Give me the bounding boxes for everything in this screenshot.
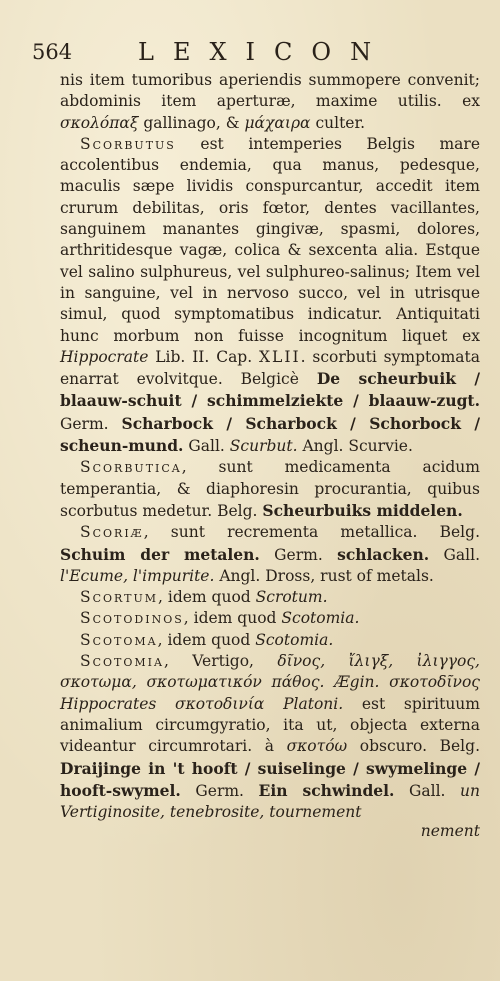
lemma-scoriae: Scoriæ: [80, 523, 144, 542]
lemma-scortum: Scortum: [80, 588, 159, 607]
entry-scotoma: Scotoma, idem quod Scotomia.: [80, 630, 334, 649]
cross-reference: Scrotum.: [255, 588, 328, 607]
dutch-terms: Schuim der metalen.: [60, 544, 260, 564]
entry-scortum: Scortum, idem quod Scrotum.: [80, 588, 328, 607]
german-terms: schlacken.: [337, 544, 430, 564]
running-title: LEXICON: [138, 38, 391, 66]
entry-scotomia: Scotomia, Vertigo, δῖνος, ἴλιγξ, ἰλιγγος, σκοτωμα, σκοτωματικόν πάθος. Ægin. σκοτοδῖνος Hippocrates σκοτοδινία Platoni. est spirituum animalium circumgyratio, ita ut, objecta externa videantur circumrotari. à σκοτόω obscuro. Belg. Draijinge in 't hooft / suiselinge / swymelinge / hooft-swymel. Germ. Ein schwindel. Gall. un Vertiginosite, tenebrosite, tournement: [60, 652, 480, 822]
page-number: 564: [32, 40, 73, 64]
german-terms: Scharbock / Scharbock / Schorbock / scheun-mund.: [60, 413, 480, 456]
entry-scotodinos: Scotodinos, idem quod Scotomia.: [80, 609, 360, 628]
lemma-scorbutus: Scorbutus: [80, 134, 176, 153]
german-terms: Ein schwindel.: [258, 780, 395, 800]
lemma-scorbutica: Scorbutica: [80, 458, 182, 477]
lemma-scotoma: Scotoma: [80, 630, 158, 649]
entry-scorbutica: Scorbutica, sunt medicamenta acidum temperantia, & diaphoresin procurantia, quibus scorbutus medetur. Belg. Scheurbuiks middelen.: [60, 458, 480, 520]
lemma-scotomia: Scotomia: [80, 652, 164, 671]
entry-scorbutus: Scorbutus est intemperies Belgis mare accolentibus endemia, qua manus, pedesque, maculis sæpe lividis conspurcantur, accedit item crurum debilitas, oris fœtor, dentes vacillantes, sanguinem manantes gingivæ, spasmi, dolores, arthritidesque vagæ, colica & sexcenta alia. Estque vel salino sulphureus, vel sulphureo-salinus; Item vel in sanguine, vel in nervoso succo, vel in utrisque simul, quod symptomatibus indicatur. Antiquitati hunc morbum non fuisse incognitum liquet ex Hippocrate Lib. II. Cap. XLII. scorbuti symptomata enarrat evolvitque. Belgicè De scheurbuik / blaauw-schuit / schimmelziekte / blaauw-zugt. Germ. Scharbock / Scharbock / Schorbock / scheun-mund. Gall. Scurbut. Angl. Scurvie.: [60, 134, 480, 456]
catchword: nement: [420, 822, 480, 841]
french-term: l'Ecume, l'impurite.: [60, 566, 215, 585]
entry-scoriae: Scoriæ, sunt recrementa metallica. Belg. Schuim der metalen. Germ. schlacken. Gall. l'Ecume, l'impurite. Angl. Dross, rust of metals.: [60, 523, 480, 585]
dictionary-body: [60, 70, 480, 843]
greek-terms: δῖνος, ἴλιγξ, ἰλιγγος, σκοτωμα, σκοτωματικόν πάθος.: [60, 652, 480, 692]
dutch-terms: Scheurbuiks middelen.: [262, 500, 463, 520]
cross-reference: Scotomia.: [281, 609, 360, 628]
french-term: Scurbut.: [229, 437, 298, 456]
ref-hippocrate: Hippocrate: [60, 347, 149, 366]
lemma-scotodinos: Scotodinos: [80, 609, 184, 628]
entry-continuation: nis item tumoribus aperiendis summopere convenit; abdominis item aperturæ, maxime utilis. ex σκολόπαξ gallinago, & μάχαιρα culter.: [60, 71, 480, 132]
french-term: un Vertiginosite, tenebrosite, tournement: [60, 781, 480, 822]
dutch-terms: Draijinge in 't hooft / suiselinge / swymelinge / hooft-swymel.: [60, 758, 480, 800]
cross-reference: Scotomia.: [255, 630, 334, 649]
dutch-terms: De scheurbuik / blaauw-schuit / schimmelziekte / blaauw-zugt.: [60, 369, 480, 411]
page-header: [32, 38, 482, 72]
